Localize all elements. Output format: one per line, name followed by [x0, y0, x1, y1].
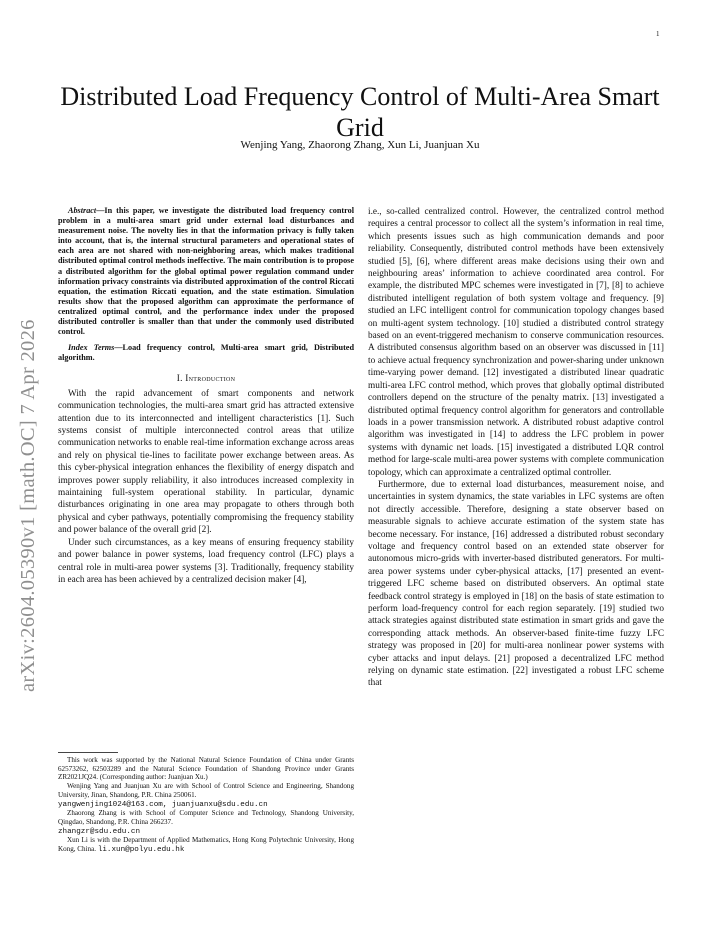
- paper-title: Distributed Load Frequency Control of Multi-Area Smart Grid: [60, 82, 660, 143]
- page-number: 1: [656, 30, 660, 38]
- footnote-funding: This work was supported by the National Natural Science Foundation of China under Grants 62573262, 62503289 and the Natural Science Foundation of Shandong Province under Grants ZR2021JQ24. (Corresponding author: Juanjuan Xu.): [58, 756, 354, 782]
- index-terms-label: Index Terms: [68, 343, 115, 353]
- left-column: [58, 206, 354, 586]
- index-terms-text: —Load frequency control, Multi-area smart grid, Distributed algorithm.: [58, 343, 354, 363]
- footnote-email: zhangzr@sdu.edu.cn: [58, 827, 141, 836]
- intro-paragraph: With the rapid advancement of smart components and network communication technologies, the multi-area smart grid has attracted extensive attention due to its interconnected and intelligent characteristics [1]. Such systems consist of multiple interconnected control areas that utilize communication networks to enable real-time information exchange across areas and rely on physical tie-lines to facilitate power exchange between areas. As this cyber-physical integration enhances the flexibility of energy dispatch and improves power supply reliability, it also introduces increased complexity in maintaining full-system operational stability. In particular, dynamic disturbances originating in one area may propagate to others through both physical and cyber pathways, potentially compromising the frequency stability and power balance of the overall grid [2].: [58, 388, 354, 536]
- abstract-text: —In this paper, we investigate the distributed load frequency control problem in a multi-area smart grid under external load disturbances and measurement noise. The novelty lies in that the information privacy is fully taken into account, that is, the internal structural parameters and operational states of each area are not shared with non-neighboring areas, which makes traditional distributed optimal control methods ineffective. The main contribution is to propose a distributed algorithm for the global optimal power regulation command under information privacy constraints via distributed approximation of the control Riccati equation, the estimation Riccati equation, and the state estimation. Simulation results show that the proposed algorithm can approximate the performance of centralized optimal control, and the performance index under the proposed distributed controller is smaller than that under the commonly used distributed control.: [58, 206, 354, 337]
- body-paragraph: Furthermore, due to external load disturbances, measurement noise, and uncertainties in system dynamics, the state variables in LFC systems are often not directly accessible. Therefore, designing a state observer based on measurable signals to achieve accurate estimation of the system state has become necessary. For instance, [16] addressed a distributed robust secondary voltage and frequency control based on an extended state observer for autonomous micro-grids with inverter-based distributed generators. For multi-area power systems under cyber-physical attacks, [17] presented an event-triggered LFC scheme based on distributed observers. An optimal state feedback control strategy is employed in [18] on the basis of state estimation to perform load-frequency control for each region separately. [19] studied two attack strategies against distributed state estimation in smart grids and gave the corresponding attack methods. An observer-based finite-time fuzzy LFC strategy was proposed in [20] for multi-area nonlinear power systems with cyber attacks and input delays. [21] proposed a decentralized LFC method relying on dynamic state estimation. [22] investigated a robust LFC scheme that: [368, 479, 664, 689]
- footnote-email: li.xun@polyu.edu.hk: [97, 846, 185, 855]
- footnote-email: yangwenjing1024@163.com, juanjuanxu@sdu.edu.cn: [58, 800, 268, 809]
- footnotes: [58, 752, 354, 855]
- author-list: Wenjing Yang, Zhaorong Zhang, Xun Li, Juanjuan Xu: [240, 139, 480, 151]
- arxiv-stamp: arXiv:2604.05390v1 [math.OC] 7 Apr 2026: [17, 319, 39, 692]
- index-terms: [58, 343, 354, 363]
- section-heading-introduction: I. Introduction: [176, 374, 236, 385]
- footnote-affiliation: Xun Li is with the Department of Applied Mathematics, Hong Kong Polytechnic University, Hong Kong, China.: [58, 836, 354, 854]
- footnote-affiliation: Wenjing Yang and Juanjuan Xu are with School of Control Science and Engineering, Shandong University, Jinan, Shandong, P.R. China 250061.: [58, 782, 354, 799]
- abstract: [58, 206, 354, 337]
- intro-paragraph: Under such circumstances, as a key means of ensuring frequency stability and power balance in power systems, load frequency control (LFC) plays a central role in multi-area power systems [3]. Traditionally, frequency stability in each area has been achieved by a centralized decision maker [4],: [58, 537, 354, 585]
- abstract-label: Abstract: [68, 206, 97, 215]
- footnote-affiliation: Zhaorong Zhang is with School of Computer Science and Technology, Shandong University, Qingdao, Shandong, P.R. China 266237.: [58, 809, 354, 826]
- right-column: [368, 206, 664, 690]
- body-paragraph: i.e., so-called centralized control. However, the centralized control method requires a central processor to collect all the system’s information in real time, which presents issues such as high communication demands and poor reliability. Consequently, distributed control methods have been extensively studied [5], [6], where different areas make decisions using their own and neighbouring areas’ information to achieve coordinated area control. For example, the distributed MPC schemes were investigated in [7], [8] to achieve distributed intelligent regulation of both system voltage and frequency. [9] studied an LFC intelligent control for communication topology changes based on multi-agent system technology. [10] studied a distributed control strategy based on an event-triggered mechanism to conserve communication resources. A distributed consensus algorithm based on an observer was discussed in [11] to achieve actual frequency synchronization and power-sharing under unknown time-varying power demand. [12] investigated a distributed linear quadratic multi-area LFC control method, which proves that globally optimal distributed controllers depend on the structure of the penalty matrix. [13] investigated a distributed optimal frequency control algorithm for generators and controllable loads in a power transmission network. A distributed robust adaptive control algorithm was investigated in [14] to address the LFC problem in power systems with dynamic net loads. [15] investigated a distributed LQR control method for large-scale multi-area power systems with complete communication topology, which can approximate a centralized optimal controller.: [368, 207, 664, 478]
